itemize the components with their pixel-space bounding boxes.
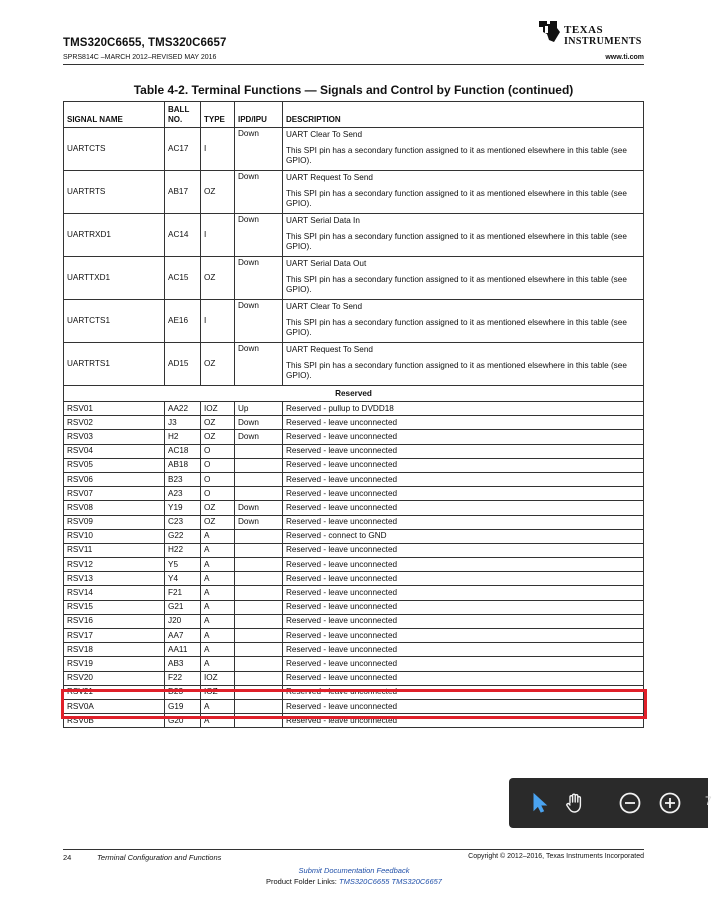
- terminal-functions-table: [63, 101, 644, 728]
- logo-text-line2: INSTRUMENTS: [564, 36, 642, 47]
- signal-name-cell: UARTCTS1: [64, 300, 165, 343]
- type-cell: OZ: [201, 501, 235, 515]
- type-cell: A: [201, 657, 235, 671]
- ti-logo-icon: [537, 18, 561, 44]
- signal-name-cell: UARTRTS: [64, 171, 165, 214]
- copyright: Copyright © 2012–2016, Texas Instruments Incorporated: [468, 853, 644, 860]
- description-cell: Reserved - leave unconnected: [283, 614, 644, 628]
- ipd-ipu-cell: [235, 657, 283, 671]
- description-cell: Reserved - leave unconnected: [283, 685, 644, 699]
- product-link-6657[interactable]: TMS320C6657: [391, 877, 442, 886]
- ipd-ipu-cell: Down: [235, 214, 283, 257]
- product-folder-links: [0, 877, 708, 886]
- reserved-section: [64, 386, 644, 402]
- description-cell: Reserved - leave unconnected: [283, 558, 644, 572]
- table-header-row: [64, 102, 644, 128]
- ipd-ipu-cell: Down: [235, 300, 283, 343]
- table-row: [64, 300, 644, 315]
- table-row: [64, 586, 644, 600]
- table-row: [64, 171, 644, 186]
- ipd-ipu-cell: Up: [235, 402, 283, 416]
- description-cell: Reserved - leave unconnected: [283, 657, 644, 671]
- col-header-type: TYPE: [201, 102, 235, 128]
- ball-number-cell: AB17: [165, 171, 201, 214]
- ipd-ipu-cell: [235, 586, 283, 600]
- ball-number-cell: AB3: [165, 657, 201, 671]
- col-header-ball: BALL NO.: [165, 102, 201, 128]
- type-cell: A: [201, 614, 235, 628]
- signal-name-cell: RSV18: [64, 643, 165, 657]
- table-row: [64, 214, 644, 229]
- table-row: [64, 515, 644, 529]
- table-row: [64, 257, 644, 272]
- description-note-cell: This SPI pin has a secondary function assigned to it as mentioned elsewhere in this table (see GPIO).: [283, 357, 644, 386]
- description-cell: Reserved - leave unconnected: [283, 515, 644, 529]
- toolbar-overflow-label[interactable]: 7: [705, 794, 712, 808]
- description-cell: Reserved - leave unconnected: [283, 543, 644, 557]
- ball-number-cell: AD15: [165, 343, 201, 386]
- uart-rows: [64, 128, 644, 386]
- ipd-ipu-cell: Down: [235, 501, 283, 515]
- ipd-ipu-cell: [235, 458, 283, 472]
- ipd-ipu-cell: [235, 629, 283, 643]
- ball-number-cell: J3: [165, 416, 201, 430]
- description-cell: UART Clear To Send: [283, 128, 644, 143]
- ipd-ipu-cell: [235, 472, 283, 486]
- signal-name-cell: UARTTXD1: [64, 257, 165, 300]
- signal-name-cell: RSV13: [64, 572, 165, 586]
- type-cell: O: [201, 487, 235, 501]
- zoom-out-button[interactable]: [617, 790, 643, 816]
- ipd-ipu-cell: [235, 671, 283, 685]
- ball-number-cell: AC14: [165, 214, 201, 257]
- table-row: [64, 671, 644, 685]
- signal-name-cell: RSV05: [64, 458, 165, 472]
- type-cell: OZ: [201, 171, 235, 214]
- signal-name-cell: RSV16: [64, 614, 165, 628]
- type-cell: O: [201, 444, 235, 458]
- description-note-cell: This SPI pin has a secondary function assigned to it as mentioned elsewhere in this table (see GPIO).: [283, 228, 644, 257]
- table-row: [64, 430, 644, 444]
- ipd-ipu-cell: Down: [235, 416, 283, 430]
- signal-name-cell: RSV15: [64, 600, 165, 614]
- type-cell: I: [201, 128, 235, 171]
- site-url[interactable]: www.ti.com: [605, 54, 644, 61]
- signal-name-cell: RSV21: [64, 685, 165, 699]
- table-row: [64, 657, 644, 671]
- ball-number-cell: F22: [165, 671, 201, 685]
- ipd-ipu-cell: [235, 487, 283, 501]
- ipd-ipu-cell: Down: [235, 257, 283, 300]
- signal-name-cell: RSV08: [64, 501, 165, 515]
- description-cell: Reserved - leave unconnected: [283, 714, 644, 728]
- table-row: [64, 558, 644, 572]
- table-title: Table 4-2. Terminal Functions — Signals and Control by Function (continued): [133, 83, 574, 97]
- footer-section-title: Terminal Configuration and Functions: [97, 853, 222, 862]
- zoom-out-icon: [618, 791, 642, 815]
- type-cell: IOZ: [201, 671, 235, 685]
- ball-number-cell: H22: [165, 543, 201, 557]
- type-cell: A: [201, 586, 235, 600]
- ball-number-cell: AC18: [165, 444, 201, 458]
- description-cell: Reserved - leave unconnected: [283, 643, 644, 657]
- description-note-cell: This SPI pin has a secondary function assigned to it as mentioned elsewhere in this table (see GPIO).: [283, 185, 644, 214]
- table-row: [64, 643, 644, 657]
- signal-name-cell: RSV11: [64, 543, 165, 557]
- type-cell: A: [201, 529, 235, 543]
- table-row: [64, 600, 644, 614]
- signal-name-cell: UARTCTS: [64, 128, 165, 171]
- description-cell: UART Request To Send: [283, 343, 644, 358]
- ball-number-cell: G19: [165, 699, 201, 713]
- description-cell: UART Request To Send: [283, 171, 644, 186]
- ball-number-cell: J20: [165, 614, 201, 628]
- logo-text-line1: TEXAS: [564, 24, 604, 36]
- ipd-ipu-cell: [235, 529, 283, 543]
- description-cell: Reserved - leave unconnected: [283, 586, 644, 600]
- signal-name-cell: RSV03: [64, 430, 165, 444]
- type-cell: A: [201, 558, 235, 572]
- description-cell: Reserved - leave unconnected: [283, 416, 644, 430]
- type-cell: I: [201, 214, 235, 257]
- table-row: [64, 128, 644, 143]
- ball-number-cell: A23: [165, 487, 201, 501]
- ball-number-cell: Y19: [165, 501, 201, 515]
- viewer-toolbar: [509, 778, 712, 828]
- ball-number-cell: AA22: [165, 402, 201, 416]
- ball-number-cell: Y5: [165, 558, 201, 572]
- type-cell: OZ: [201, 416, 235, 430]
- table-row: [64, 501, 644, 515]
- table-row: [64, 472, 644, 486]
- ball-number-cell: B23: [165, 472, 201, 486]
- col-header-ipd: IPD/IPU: [235, 102, 283, 128]
- signal-name-cell: RSV02: [64, 416, 165, 430]
- type-cell: IOZ: [201, 402, 235, 416]
- document-id: SPRS814C –MARCH 2012–REVISED MAY 2016: [63, 54, 217, 61]
- feedback-link[interactable]: Submit Documentation Feedback: [298, 866, 410, 875]
- pan-tool-button[interactable]: [562, 790, 588, 816]
- signal-name-cell: RSV0A: [64, 699, 165, 713]
- hand-icon: [563, 791, 587, 815]
- product-link-6655[interactable]: TMS320C6655: [338, 877, 390, 886]
- ipd-ipu-cell: Down: [235, 515, 283, 529]
- description-cell: Reserved - leave unconnected: [283, 444, 644, 458]
- ball-number-cell: AE16: [165, 300, 201, 343]
- ball-number-cell: C23: [165, 515, 201, 529]
- signal-name-cell: RSV19: [64, 657, 165, 671]
- description-cell: UART Clear To Send: [283, 300, 644, 315]
- type-cell: OZ: [201, 515, 235, 529]
- footer-divider: [63, 849, 644, 850]
- select-tool-button[interactable]: [526, 790, 552, 816]
- description-cell: Reserved - leave unconnected: [283, 671, 644, 685]
- description-cell: Reserved - leave unconnected: [283, 487, 644, 501]
- description-cell: Reserved - leave unconnected: [283, 572, 644, 586]
- highlight-annotation-box: [61, 689, 647, 719]
- ipd-ipu-cell: [235, 614, 283, 628]
- ball-number-cell: G20: [165, 714, 201, 728]
- type-cell: A: [201, 600, 235, 614]
- reserved-rows: [64, 402, 644, 728]
- ball-number-cell: AC15: [165, 257, 201, 300]
- type-cell: I: [201, 300, 235, 343]
- description-cell: Reserved - leave unconnected: [283, 629, 644, 643]
- signal-name-cell: RSV14: [64, 586, 165, 600]
- ball-number-cell: AB18: [165, 458, 201, 472]
- type-cell: A: [201, 543, 235, 557]
- signal-name-cell: RSV20: [64, 671, 165, 685]
- description-cell: Reserved - connect to GND: [283, 529, 644, 543]
- description-cell: Reserved - leave unconnected: [283, 699, 644, 713]
- description-cell: Reserved - leave unconnected: [283, 430, 644, 444]
- ipd-ipu-cell: [235, 572, 283, 586]
- description-cell: Reserved - leave unconnected: [283, 600, 644, 614]
- description-note-cell: This SPI pin has a secondary function assigned to it as mentioned elsewhere in this table (see GPIO).: [283, 142, 644, 171]
- table-row: [64, 416, 644, 430]
- ball-number-cell: H2: [165, 430, 201, 444]
- ball-number-cell: F21: [165, 586, 201, 600]
- ipd-ipu-cell: Down: [235, 430, 283, 444]
- ipd-ipu-cell: [235, 643, 283, 657]
- cursor-icon: [530, 792, 548, 814]
- type-cell: A: [201, 714, 235, 728]
- type-cell: OZ: [201, 257, 235, 300]
- type-cell: A: [201, 629, 235, 643]
- signal-name-cell: RSV17: [64, 629, 165, 643]
- table-row: [64, 343, 644, 358]
- description-cell: UART Serial Data In: [283, 214, 644, 229]
- description-cell: Reserved - leave unconnected: [283, 501, 644, 515]
- zoom-in-button[interactable]: [657, 790, 683, 816]
- ipd-ipu-cell: Down: [235, 343, 283, 386]
- ball-number-cell: D23: [165, 685, 201, 699]
- type-cell: A: [201, 699, 235, 713]
- ipd-ipu-cell: Down: [235, 128, 283, 171]
- type-cell: O: [201, 472, 235, 486]
- signal-name-cell: RSV04: [64, 444, 165, 458]
- type-cell: A: [201, 643, 235, 657]
- description-note-cell: This SPI pin has a secondary function assigned to it as mentioned elsewhere in this table (see GPIO).: [283, 271, 644, 300]
- ball-number-cell: G22: [165, 529, 201, 543]
- ball-number-cell: AA7: [165, 629, 201, 643]
- ipd-ipu-cell: [235, 600, 283, 614]
- type-cell: OZ: [201, 430, 235, 444]
- table-row: [64, 629, 644, 643]
- description-note-cell: This SPI pin has a secondary function assigned to it as mentioned elsewhere in this table (see GPIO).: [283, 314, 644, 343]
- section-header-reserved: Reserved: [64, 386, 644, 402]
- document-title: TMS320C6655, TMS320C6657: [63, 37, 227, 49]
- signal-name-cell: RSV10: [64, 529, 165, 543]
- signal-name-cell: UARTRXD1: [64, 214, 165, 257]
- description-cell: UART Serial Data Out: [283, 257, 644, 272]
- table-row: [64, 444, 644, 458]
- description-cell: Reserved - leave unconnected: [283, 458, 644, 472]
- table-row: [64, 487, 644, 501]
- section-header-row: [64, 386, 644, 402]
- type-cell: O: [201, 458, 235, 472]
- signal-name-cell: RSV01: [64, 402, 165, 416]
- ipd-ipu-cell: Down: [235, 171, 283, 214]
- table-row: [64, 614, 644, 628]
- col-header-desc: DESCRIPTION: [283, 102, 644, 128]
- type-cell: IOZ: [201, 685, 235, 699]
- table-row: [64, 572, 644, 586]
- signal-name-cell: RSV12: [64, 558, 165, 572]
- ball-number-cell: Y4: [165, 572, 201, 586]
- ti-logo: [537, 18, 647, 48]
- type-cell: OZ: [201, 343, 235, 386]
- ball-number-cell: G21: [165, 600, 201, 614]
- page-number: 24: [63, 853, 72, 862]
- signal-name-cell: UARTRTS1: [64, 343, 165, 386]
- signal-name-cell: RSV07: [64, 487, 165, 501]
- header-divider: [63, 64, 644, 65]
- table-row: [64, 543, 644, 557]
- product-links-label: Product Folder Links:: [266, 877, 337, 886]
- ipd-ipu-cell: [235, 444, 283, 458]
- ball-number-cell: AA11: [165, 643, 201, 657]
- table-row: [64, 402, 644, 416]
- table-row: [64, 458, 644, 472]
- description-cell: Reserved - leave unconnected: [283, 472, 644, 486]
- signal-name-cell: RSV0B: [64, 714, 165, 728]
- signal-name-cell: RSV06: [64, 472, 165, 486]
- zoom-in-icon: [658, 791, 682, 815]
- ipd-ipu-cell: [235, 543, 283, 557]
- ball-number-cell: AC17: [165, 128, 201, 171]
- col-header-signal: SIGNAL NAME: [64, 102, 165, 128]
- signal-name-cell: RSV09: [64, 515, 165, 529]
- type-cell: A: [201, 572, 235, 586]
- table-row: [64, 529, 644, 543]
- ipd-ipu-cell: [235, 558, 283, 572]
- description-cell: Reserved - pullup to DVDD18: [283, 402, 644, 416]
